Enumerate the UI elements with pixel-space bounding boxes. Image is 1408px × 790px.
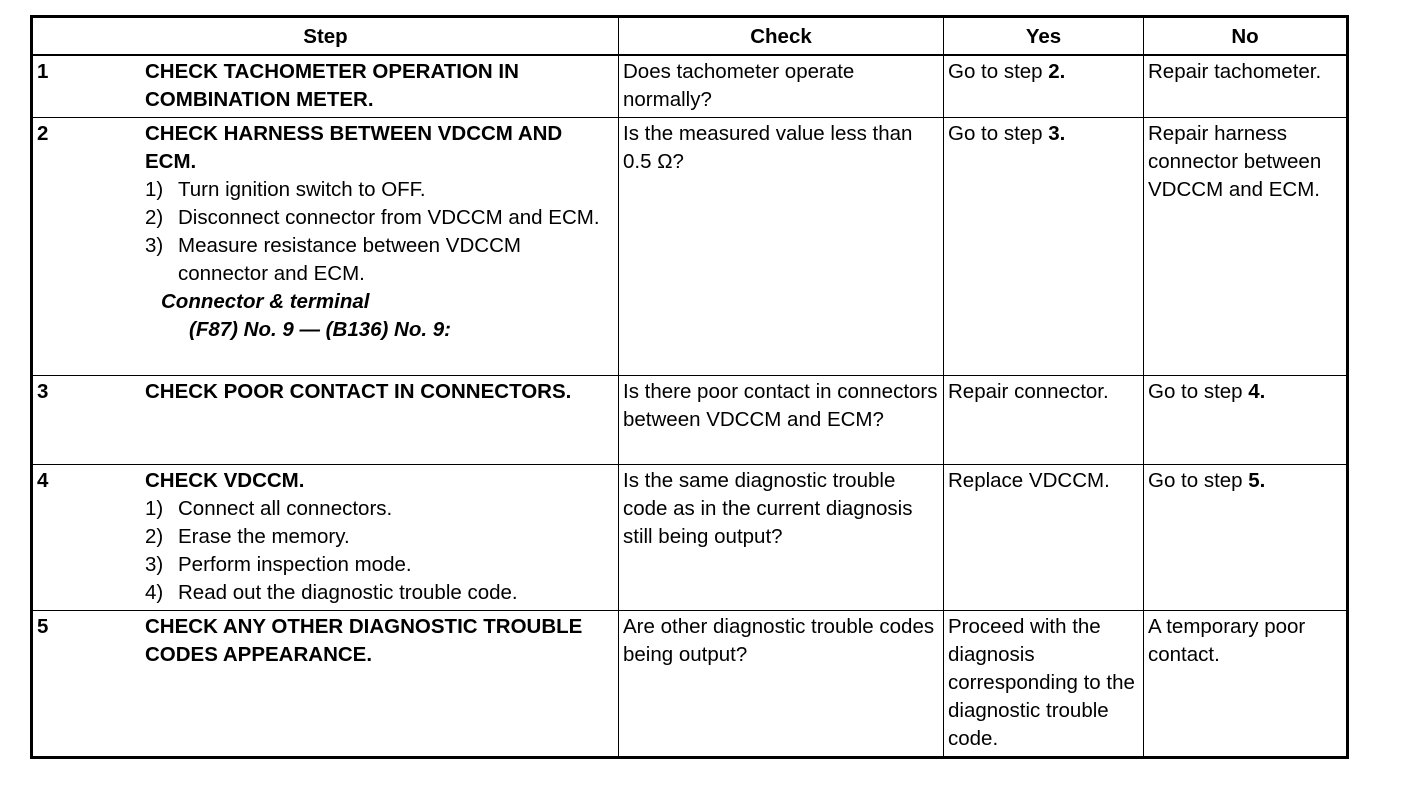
no-step-ref: 5.: [1248, 469, 1266, 492]
substep: 1) Turn ignition switch to OFF.: [145, 178, 426, 201]
substep: 2) Disconnect connector from VDCCM and ECM.: [145, 206, 600, 229]
step-title: CHECK POOR CONTACT IN CONNECTORS.: [145, 380, 572, 403]
yes-text: Go to step: [948, 122, 1049, 145]
step-title: CHECK HARNESS BETWEEN VDCCM AND ECM.: [145, 122, 563, 173]
substep: 3) Perform inspection mode.: [145, 553, 412, 576]
diagnostic-procedure-table: [30, 15, 1349, 759]
yes-cell: Proceed with the diagnosis corresponding to the diagnostic trouble code.: [944, 611, 1144, 758]
check-cell: Is the measured value less than 0.5 Ω?: [619, 118, 944, 376]
yes-cell: Repair connector.: [944, 376, 1144, 465]
check-cell: Are other diagnostic trouble codes being output?: [619, 611, 944, 758]
substep: 2) Erase the memory.: [145, 525, 350, 548]
step-number: 2: [37, 122, 49, 145]
substep: 3) Measure resistance between VDCCM connector and ECM.: [145, 234, 521, 285]
no-cell: [1144, 465, 1348, 611]
step-cell: [32, 118, 619, 376]
no-text: Go to step: [1148, 469, 1249, 492]
yes-cell: Replace VDCCM.: [944, 465, 1144, 611]
header-check: Check: [619, 17, 944, 56]
substep: 1) Connect all connectors.: [145, 497, 393, 520]
step-number: 1: [37, 60, 49, 83]
yes-cell: [944, 118, 1144, 376]
no-cell: A temporary poor contact.: [1144, 611, 1348, 758]
yes-step-ref: 2.: [1048, 60, 1066, 83]
step-number: 5: [37, 615, 49, 638]
yes-text: Go to step: [948, 60, 1049, 83]
table-row: [32, 118, 1348, 376]
table-row: [32, 611, 1348, 758]
step-number: 3: [37, 380, 49, 403]
table-row: [32, 55, 1348, 118]
table-row: [32, 376, 1348, 465]
no-cell: Repair tachometer.: [1144, 55, 1348, 118]
step-cell: [32, 376, 619, 465]
no-text: Go to step: [1148, 380, 1249, 403]
connector-terminal-label: Connector & terminal: [161, 290, 370, 313]
yes-step-ref: 3.: [1048, 122, 1066, 145]
yes-cell: [944, 55, 1144, 118]
substep-list: [145, 176, 614, 288]
no-cell: Repair harness connector between VDCCM and ECM.: [1144, 118, 1348, 376]
step-title: CHECK VDCCM.: [145, 469, 305, 492]
substep-list: [145, 495, 614, 607]
header-no: No: [1144, 17, 1348, 56]
substep: 4) Read out the diagnostic trouble code.: [145, 581, 518, 604]
step-title: CHECK TACHOMETER OPERATION IN COMBINATION METER.: [145, 60, 519, 111]
step-cell: [32, 465, 619, 611]
step-cell: [32, 55, 619, 118]
check-cell: Does tachometer operate normally?: [619, 55, 944, 118]
step-number: 4: [37, 469, 49, 492]
step-title: CHECK ANY OTHER DIAGNOSTIC TROUBLE CODES APPEARANCE.: [145, 615, 583, 666]
step-cell: [32, 611, 619, 758]
connector-terminal-value: (F87) No. 9 — (B136) No. 9:: [189, 318, 451, 341]
header-row: [32, 17, 1348, 56]
header-yes: Yes: [944, 17, 1144, 56]
no-step-ref: 4.: [1248, 380, 1266, 403]
check-cell: Is there poor contact in connectors between VDCCM and ECM?: [619, 376, 944, 465]
header-step: Step: [32, 17, 619, 56]
table-row: [32, 465, 1348, 611]
check-cell: Is the same diagnostic trouble code as in the current diagnosis still being output?: [619, 465, 944, 611]
no-cell: [1144, 376, 1348, 465]
